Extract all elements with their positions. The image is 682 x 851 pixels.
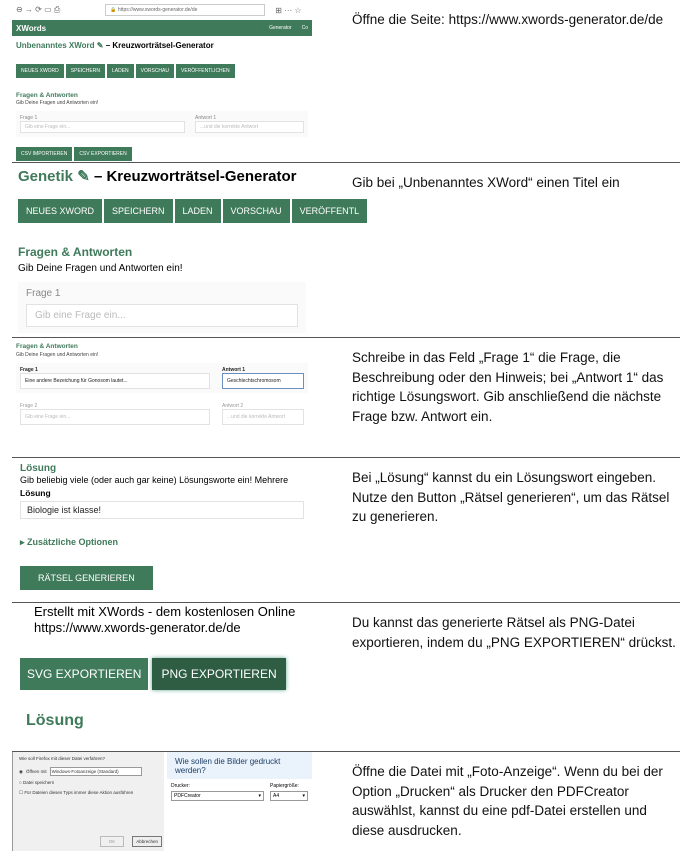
section-title: Fragen & Antworten	[16, 343, 78, 350]
credit-url[interactable]: https://www.xwords-generator.de/de	[34, 620, 241, 635]
save-label: Datei speichern	[22, 780, 55, 785]
table-row	[12, 338, 680, 458]
load-button[interactable]: LADEN	[107, 64, 134, 78]
remember-label: Für Dateien dieses Typs immer diese Aktion ausführen	[24, 790, 134, 795]
app-select[interactable]: Windows-Fotoanzeige (Standard)	[50, 767, 142, 776]
navbar	[12, 20, 312, 36]
table-row	[12, 603, 680, 752]
table-row	[12, 752, 680, 851]
answer-input[interactable]: ...und die korrekte Antwort	[222, 409, 304, 425]
question-label: Frage 1	[20, 115, 38, 121]
answer-input[interactable]: Geschlechtschromosom	[222, 373, 304, 389]
instruction-text: Bei „Lösung“ kannst du ein Lösungswort eingeben. Nutze den Button „Rätsel generieren“, um das Rätsel zu generieren.	[352, 470, 670, 524]
menu-icon[interactable]: ⊞ ··· ☆	[275, 5, 302, 15]
hint: Gib beliebig viele (oder auch gar keine) Lösungsworte ein! Mehrere	[20, 475, 289, 485]
page-title	[12, 36, 312, 55]
printer-label: Drucker:	[171, 783, 190, 789]
screenshot-solution	[12, 458, 312, 602]
radio-save[interactable]: ○	[19, 780, 22, 785]
ok-button[interactable]: OK	[100, 836, 125, 847]
cancel-button[interactable]: Abbrechen	[132, 836, 162, 847]
qa-row-2	[16, 399, 308, 429]
csv-import-button[interactable]: CSV IMPORTIEREN	[16, 147, 72, 161]
generate-button[interactable]: RÄTSEL GENERIEREN	[20, 566, 153, 590]
title-rest: – Kreuzworträtsel-Generator	[89, 168, 297, 185]
solution-label: Lösung	[20, 488, 51, 498]
answer-label: Antwort 2	[222, 403, 244, 409]
question-label: Frage 2	[20, 403, 38, 409]
instruction-text: Öffne die Datei mit „Foto-Anzeige“. Wenn du bei der Option „Drucken“ als Drucker den PDFCreator auswählst, kannst du eine pdf-Datei erstellen und diese ausdrucken.	[352, 764, 663, 838]
paper-select[interactable]: A4 ▾	[270, 791, 308, 801]
print-title: Wie sollen die Bilder gedruckt werden?	[167, 752, 312, 779]
svg-export-button[interactable]: SVG EXPORTIEREN	[20, 658, 148, 690]
hint: Gib Deine Fragen und Antworten ein!	[16, 352, 99, 358]
instruction-text: Gib bei „Unbenanntes XWord“ einen Titel ein	[352, 175, 620, 190]
pencil-icon: ✎	[94, 41, 104, 50]
new-button[interactable]: NEUES XWORD	[18, 199, 102, 223]
publish-button[interactable]: VERÖFFENTL	[292, 199, 368, 223]
screenshot-questions	[12, 338, 312, 457]
csv-export-button[interactable]: CSV EXPORTIEREN	[74, 147, 131, 161]
question-input[interactable]: Eine andere Bezeichung für Gonosom lautet...	[20, 373, 210, 389]
toolbar	[12, 189, 360, 233]
title-rest: – Kreuzworträtsel-Generator	[103, 41, 214, 50]
toolbar	[12, 55, 312, 82]
answer-label: Antwort 1	[222, 367, 246, 373]
screenshot-title	[12, 163, 360, 337]
dialog-question: Wie soll Firefox mit dieser Datei verfahren?	[19, 756, 106, 761]
section-title: Fragen & Antworten	[18, 245, 133, 259]
section-title: Lösung	[26, 712, 84, 729]
preview-button[interactable]: VORSCHAU	[223, 199, 290, 223]
solution-input[interactable]: Biologie ist klasse!	[20, 501, 304, 519]
save-button[interactable]: SPEICHERN	[104, 199, 173, 223]
qa-row-1	[16, 363, 308, 393]
table-row	[12, 0, 680, 163]
additional-options[interactable]: ▸ Zusätzliche Optionen	[20, 537, 119, 547]
png-export-button[interactable]: PNG EXPORTIEREN	[152, 658, 285, 690]
nav-more[interactable]: Co	[301, 25, 308, 31]
paper-label: Papiergröße:	[270, 783, 299, 789]
screenshot-dialogs	[12, 752, 312, 851]
credit-line: Erstellt mit XWords - dem kostenlosen Online	[34, 604, 296, 619]
section-title: Lösung	[20, 463, 57, 474]
table-row	[12, 163, 680, 338]
publish-button[interactable]: VERÖFFENTLICHEN	[176, 64, 235, 78]
question-input[interactable]: Gib eine Frage ein...	[20, 121, 185, 133]
page-title	[12, 163, 312, 189]
load-button[interactable]: LADEN	[175, 199, 221, 223]
title-name[interactable]: Genetik	[18, 168, 74, 185]
hint: Gib Deine Fragen und Antworten ein!	[18, 263, 183, 274]
qa-row	[18, 282, 306, 333]
printer-select[interactable]: PDFCreator ▾	[171, 791, 264, 801]
address-bar[interactable]: 🔒 https://www.xwords-generator.de/de	[105, 4, 265, 16]
browser-toolbar	[12, 0, 312, 20]
new-button[interactable]: NEUES XWORD	[16, 64, 64, 78]
qa-row	[16, 111, 308, 137]
section-title: Fragen & Antworten	[16, 92, 78, 99]
open-label: Öffnen mit	[25, 769, 47, 774]
table-row	[12, 458, 680, 603]
pencil-icon: ✎	[73, 168, 90, 185]
question-label: Frage 1	[20, 367, 38, 373]
nav-generator[interactable]: Generator	[269, 25, 292, 31]
hint: Gib Deine Fragen und Antworten ein!	[16, 100, 99, 106]
radio-open[interactable]: ◉	[19, 768, 23, 774]
answer-input[interactable]: ...und die korrekte Antwort	[195, 121, 304, 133]
screenshot-website	[12, 0, 312, 162]
instruction-text: Schreibe in das Feld „Frage 1“ die Frage, die Beschreibung oder den Hinweis; bei „Antwort 1“ das richtige Lösungswort. Gib anschließend die nächste Frage bzw. Antwort ein.	[352, 350, 664, 424]
back-icon[interactable]: ⊖ → ⟳ ▭ ⎙	[16, 5, 61, 14]
question-input[interactable]: Gib eine Frage ein...	[20, 409, 210, 425]
save-button[interactable]: SPEICHERN	[66, 64, 105, 78]
brand[interactable]: XWords	[16, 23, 47, 33]
print-dialog	[167, 752, 312, 851]
screenshot-export	[12, 603, 312, 751]
title-name[interactable]: Unbenanntes XWord	[16, 41, 95, 50]
question-label: Frage 1	[26, 288, 61, 299]
checkbox-remember[interactable]: ☐	[19, 790, 24, 795]
question-input[interactable]: Gib eine Frage ein...	[26, 304, 298, 327]
preview-button[interactable]: VORSCHAU	[136, 64, 174, 78]
open-dialog	[12, 752, 164, 851]
instruction-text: Öffne die Seite: https://www.xwords-generator.de/de	[352, 12, 664, 27]
instruction-text: Du kannst das generierte Rätsel als PNG-Datei exportieren, indem du „PNG EXPORTIEREN“ drückst.	[352, 615, 676, 650]
answer-label: Antwort 1	[195, 115, 217, 121]
